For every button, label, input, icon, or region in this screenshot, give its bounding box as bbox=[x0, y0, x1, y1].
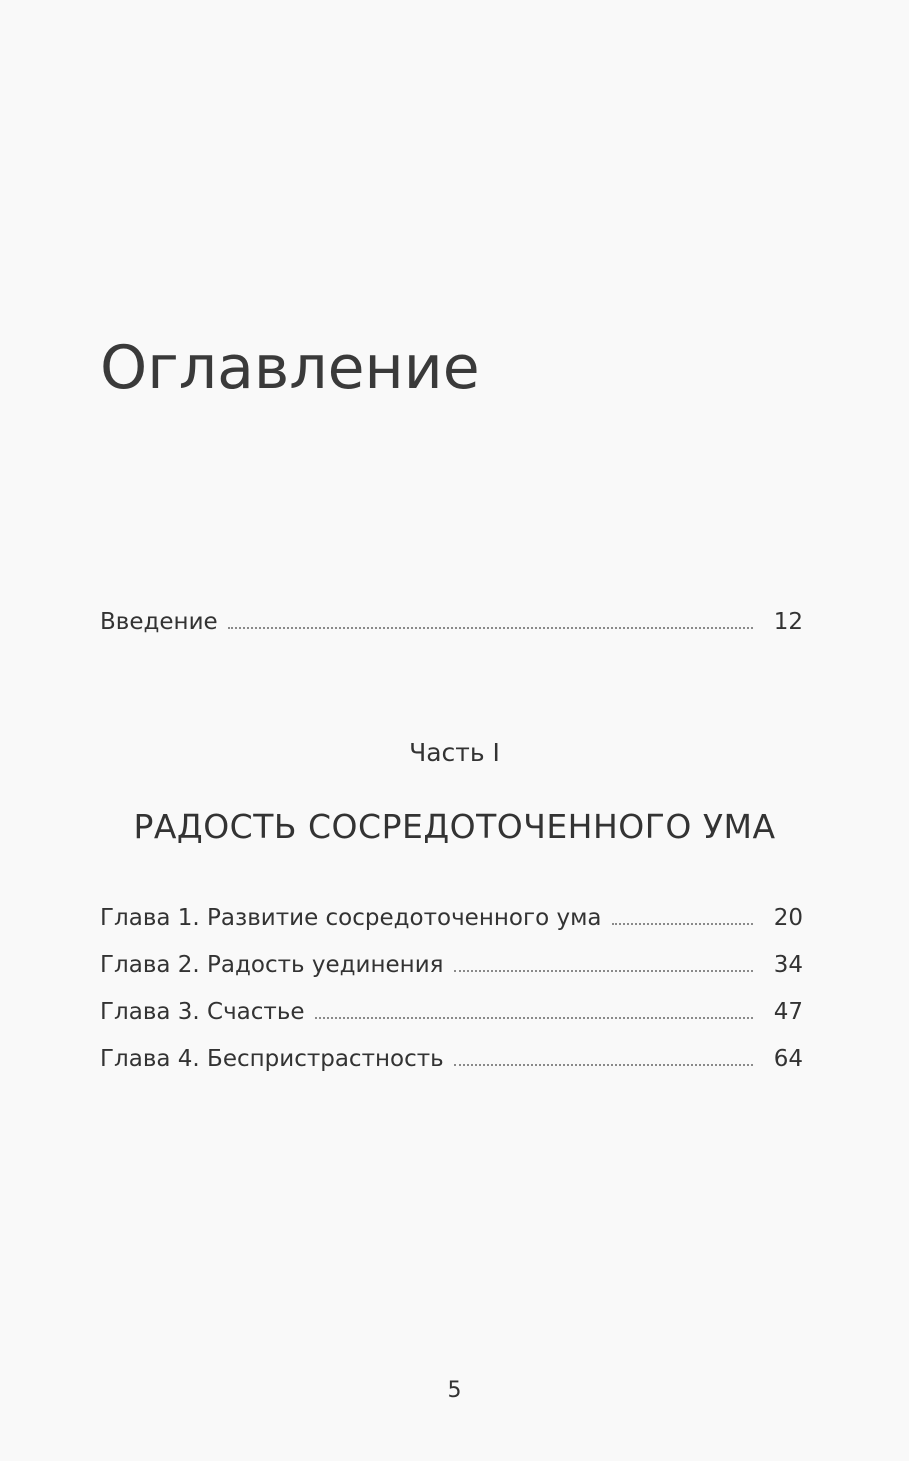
toc-entry-page: 64 bbox=[773, 1046, 803, 1072]
toc-entry-chapter-2 bbox=[100, 943, 803, 977]
toc-entry-page: 20 bbox=[773, 905, 803, 931]
dot-leader bbox=[454, 970, 753, 972]
toc-entry-chapter-3 bbox=[100, 990, 803, 1024]
part-label: Часть I bbox=[409, 738, 500, 767]
toc-entry-label: Глава 1. Развитие сосредоточенного ума bbox=[100, 905, 602, 931]
toc-entry-label: Введение bbox=[100, 609, 218, 635]
toc-entry-chapter-1 bbox=[100, 896, 803, 930]
toc-entry-page: 12 bbox=[773, 609, 803, 635]
dot-leader bbox=[454, 1064, 753, 1066]
page-number: 5 bbox=[447, 1378, 462, 1403]
page-title: Оглавление bbox=[100, 333, 480, 403]
toc-entry-page: 34 bbox=[773, 952, 803, 978]
dot-leader bbox=[612, 923, 753, 925]
dot-leader bbox=[228, 627, 753, 629]
toc-entry-label: Глава 2. Радость уединения bbox=[100, 952, 444, 978]
dot-leader bbox=[315, 1017, 753, 1019]
toc-entry-page: 47 bbox=[773, 999, 803, 1025]
toc-entry-intro bbox=[100, 600, 803, 634]
toc-entry-chapter-4 bbox=[100, 1037, 803, 1071]
part-title: РАДОСТЬ СОСРЕДОТОЧЕННОГО УМА bbox=[133, 807, 776, 846]
toc-entry-label: Глава 4. Беспристрастность bbox=[100, 1046, 444, 1072]
toc-entry-label: Глава 3. Счастье bbox=[100, 999, 305, 1025]
